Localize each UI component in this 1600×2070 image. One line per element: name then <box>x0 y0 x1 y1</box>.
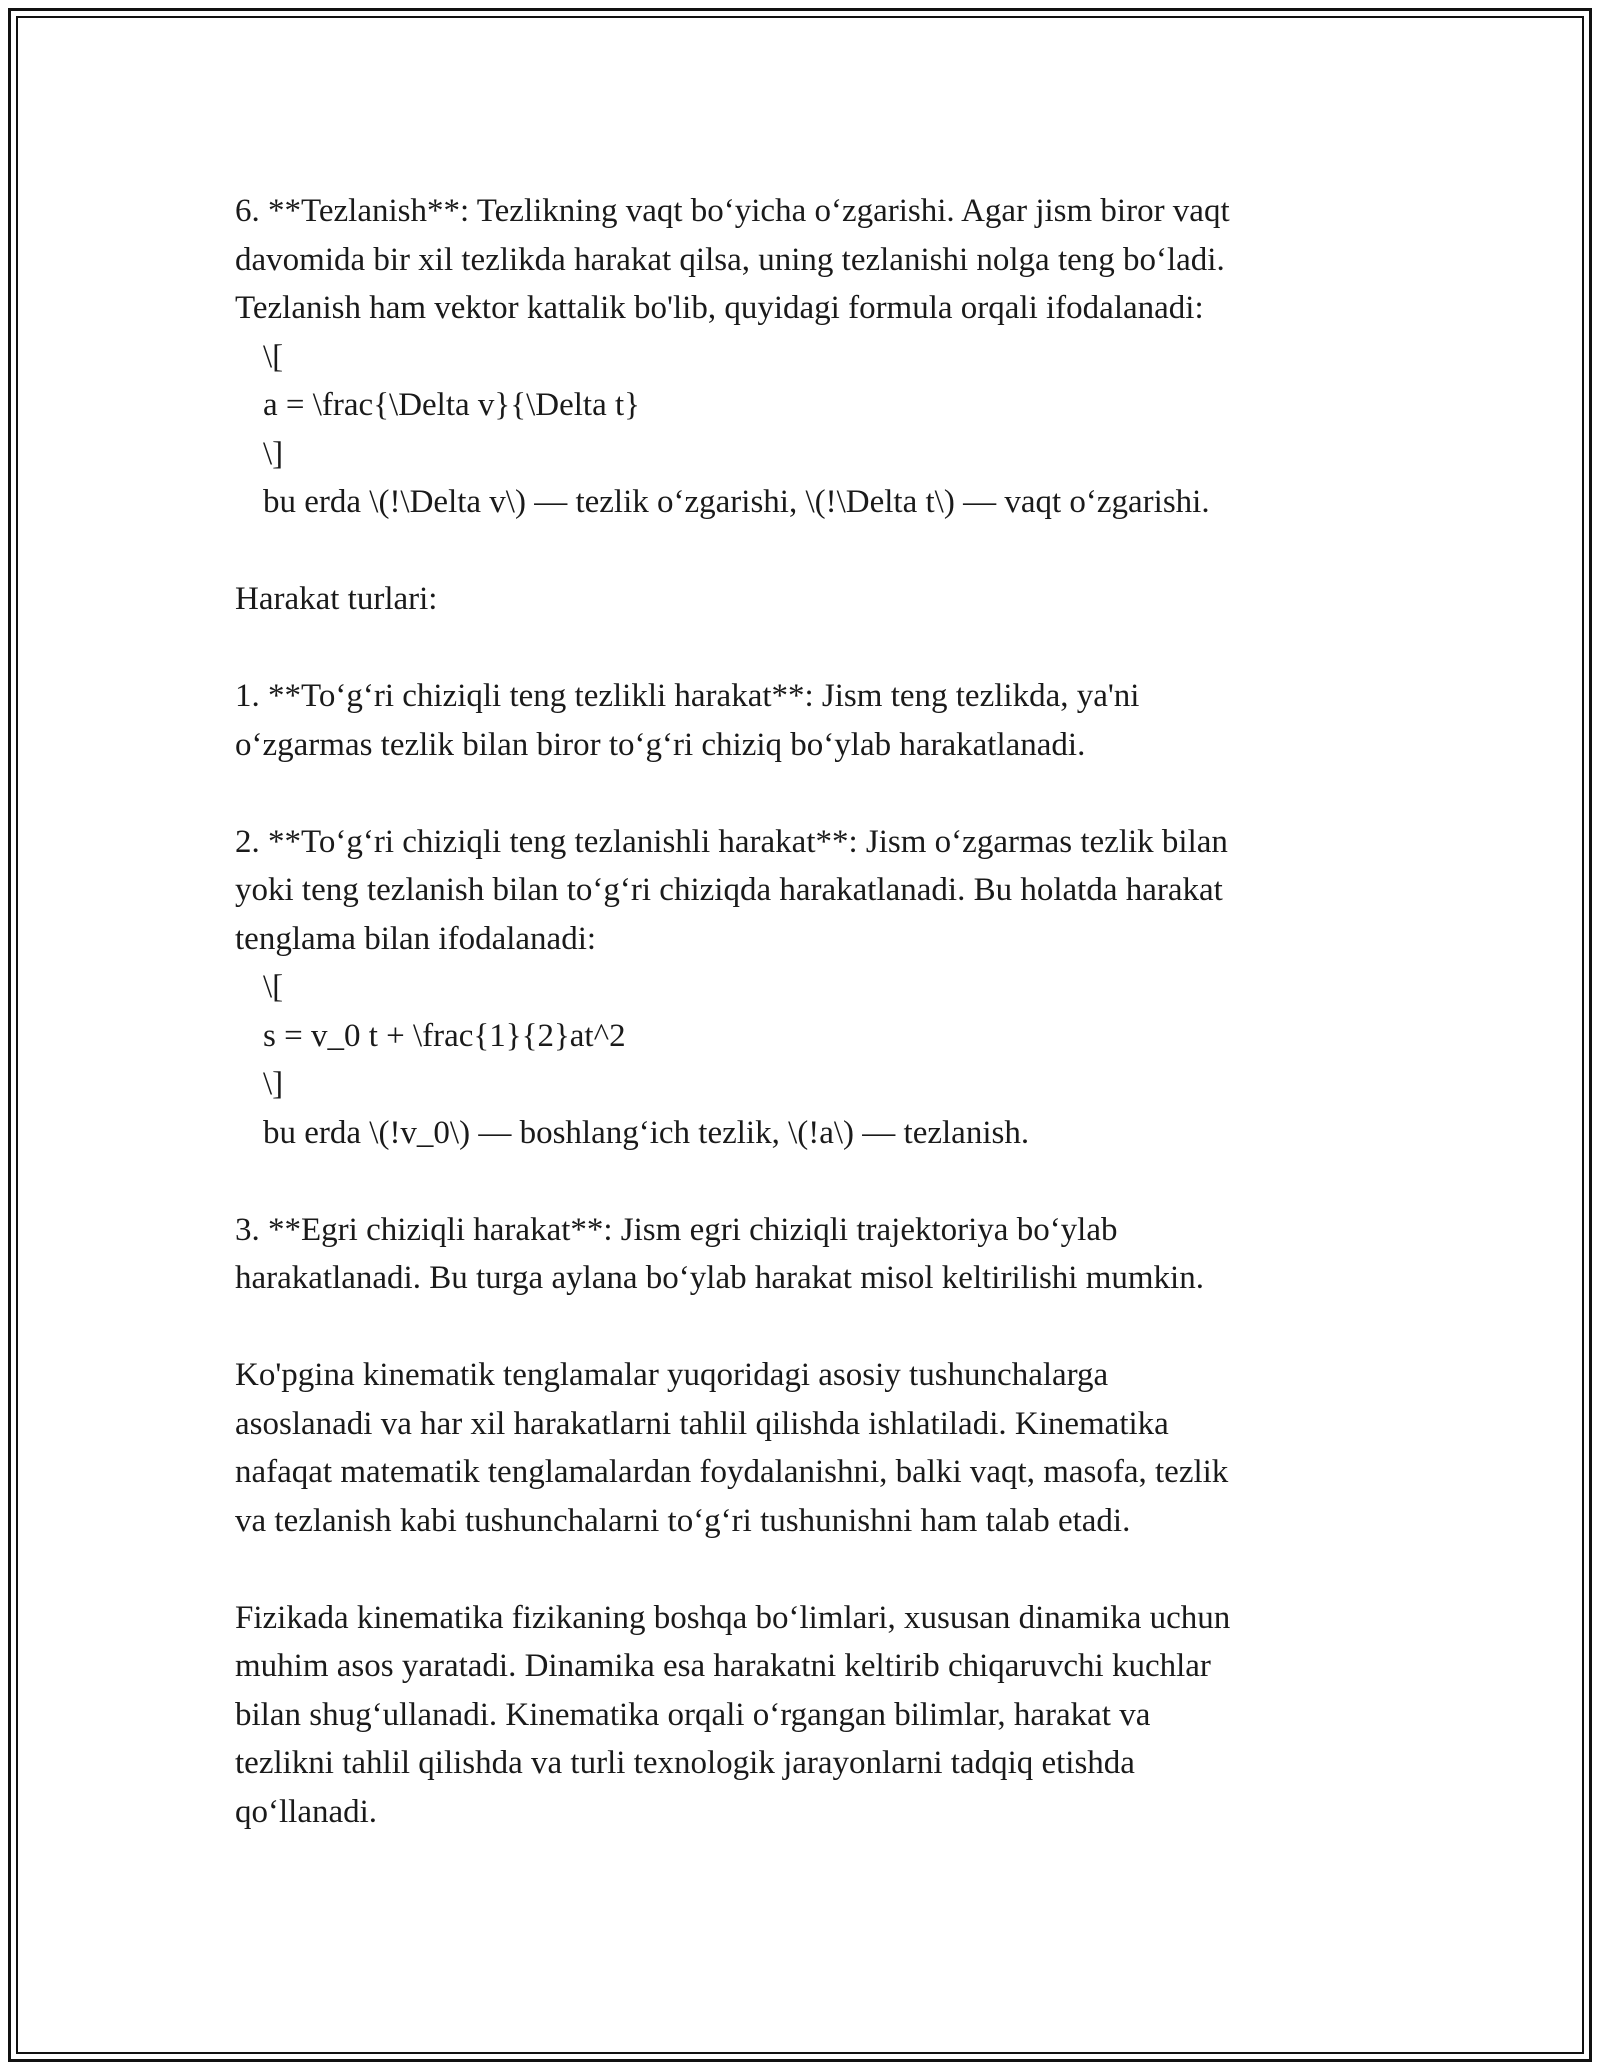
text-line: muhim asos yaratadi. Dinamika esa harakatni keltirib chiqaruvchi kuchlar <box>235 1648 1211 1684</box>
text-line: tenglama bilan ifodalanadi: <box>235 920 597 957</box>
text-line: va tezlanish kabi tushunchalarni to‘g‘ri tushunishni ham talab etadi. <box>235 1502 1131 1539</box>
text-line: tezlikni tahlil qilishda va turli texnologik jarayonlarni tadqiq etishda <box>235 1745 1135 1781</box>
paragraph-kinematik-tenglamalar <box>235 1351 1365 1545</box>
list-item-3 <box>235 1206 1365 1303</box>
paragraph-fizikada <box>235 1594 1365 1837</box>
text-line: davomida bir xil tezlikda harakat qilsa, uning tezlanishi nolga teng bo‘ladi. <box>235 241 1225 278</box>
paragraph-tezlanish <box>235 187 1365 527</box>
formula-explanation: bu erda \(!v_0\) — boshlang‘ich tezlik, \(!a\) — tezlanish. <box>263 1114 1030 1151</box>
text-line: 1. **To‘g‘ri chiziqli teng tezlikli harakat**: Jism teng tezlikda, ya'ni <box>235 678 1140 714</box>
text-line: Fizikada kinematika fizikaning boshqa bo‘limlari, xususan dinamika uchun <box>235 1599 1231 1636</box>
text-line: yoki teng tezlanish bilan to‘g‘ri chiziqda harakatlanadi. Bu holatda harakat <box>235 872 1223 908</box>
text-line: bilan shug‘ullanadi. Kinematika orqali o‘rgangan bilimlar, harakat va <box>235 1696 1151 1733</box>
formula-line: \] <box>263 435 284 472</box>
text-line: nafaqat matematik tenglamalardan foydalanishni, balki vaqt, masofa, tezlik <box>235 1454 1229 1490</box>
text-line: Tezlanish ham vektor kattalik bo'lib, quyidagi formula orqali ifodalanadi: <box>235 290 1204 326</box>
text-line: qo‘llanadi. <box>235 1793 378 1830</box>
text-line: 2. **To‘g‘ri chiziqli teng tezlanishli harakat**: Jism o‘zgarmas tezlik bilan <box>235 823 1228 860</box>
text-line: harakatlanadi. Bu turga aylana bo‘ylab harakat misol keltirilishi mumkin. <box>235 1260 1204 1296</box>
formula-line: \[ <box>263 338 284 375</box>
list-item-2 <box>235 818 1365 1158</box>
text-line: 3. **Egri chiziqli harakat**: Jism egri chiziqli trajektoriya bo‘ylab <box>235 1211 1118 1248</box>
document-body <box>235 187 1365 1885</box>
text-line: Ko'pgina kinematik tenglamalar yuqoridagi asosiy tushunchalarga <box>235 1357 1109 1393</box>
text-line: asoslanadi va har xil harakatlarni tahlil qilishda ishlatiladi. Kinematika <box>235 1405 1169 1442</box>
formula-line: a = \frac{\Delta v}{\Delta t} <box>263 387 640 423</box>
text-line: Harakat turlari: <box>235 581 438 617</box>
heading-harakat-turlari <box>235 575 1365 624</box>
text-line: o‘zgarmas tezlik bilan biror to‘g‘ri chiziq bo‘ylab harakatlanadi. <box>235 726 1086 763</box>
list-item-1 <box>235 672 1365 769</box>
formula-line: s = v_0 t + \frac{1}{2}at^2 <box>263 1017 626 1054</box>
formula-line: \] <box>263 1066 284 1102</box>
formula-explanation: bu erda \(!\Delta v\) — tezlik o‘zgarishi, \(!\Delta t\) — vaqt o‘zgarishi. <box>263 484 1210 520</box>
text-line: 6. **Tezlanish**: Tezlikning vaqt bo‘yicha o‘zgarishi. Agar jism biror vaqt <box>235 193 1230 229</box>
formula-line: \[ <box>263 969 284 1005</box>
